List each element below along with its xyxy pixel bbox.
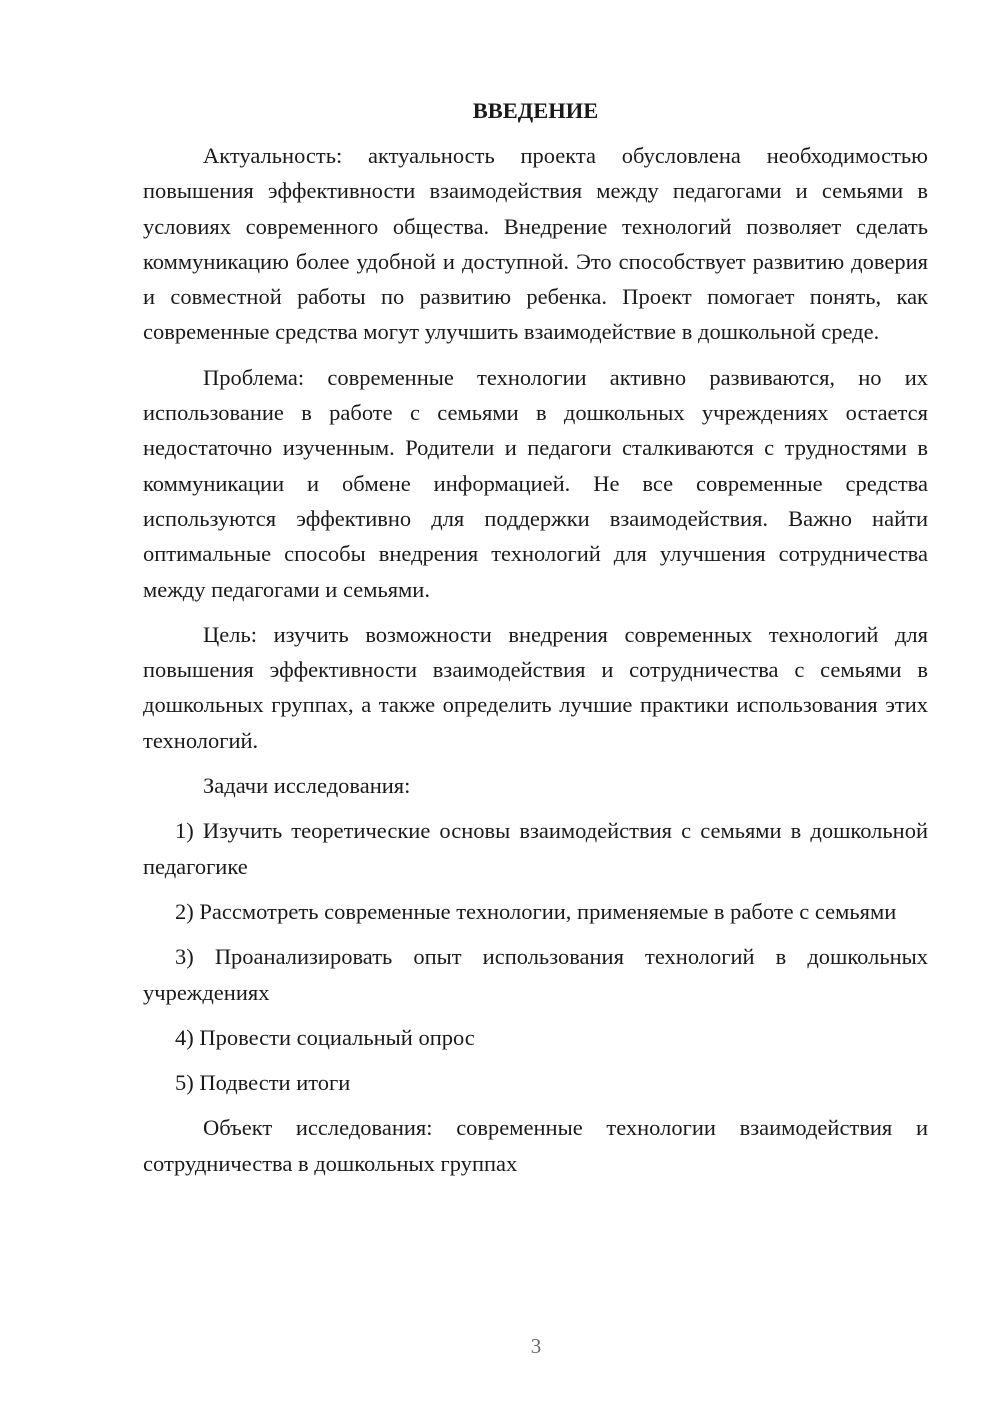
- list-item: 4) Провести социальный опрос: [175, 1024, 475, 1050]
- problem-paragraph: Проблема: современные технологии активно развиваются, но их использование в работе с семьями в дошкольных учреждениях остается недостаточно изученным. Родители и педагоги сталкиваются с трудностями в коммуникации и обмене информацией. Не все современные средства используются эффективно для поддержки взаимодействия. Важно найти оптимальные способы внедрения технологий для улучшения сотрудничества между педагогами и семьями.: [143, 364, 928, 602]
- list-item: 5) Подвести итоги: [175, 1070, 351, 1096]
- tasks-heading: Задачи исследования:: [203, 773, 411, 799]
- relevance-paragraph: Актуальность: актуальность проекта обусловлена необходимостью повышения эффективности взаимодействия между педагогами и семьями в условиях современного общества. Внедрение технологий позволяет сделать коммуникацию более удобной и доступной. Это способствует развитию доверия и совместной работы по развитию ребенка. Проект помогает понять, как современные средства могут улучшить взаимодействие в дошкольной среде.: [143, 143, 928, 345]
- list-item: 1) Изучить теоретические основы взаимодействия с семьями в дошкольной педагогике: [143, 818, 928, 879]
- page-title: ВВЕДЕНИЕ: [472, 98, 599, 123]
- page-content: [143, 96, 928, 1191]
- page-number: 3: [530, 1334, 542, 1358]
- goal-paragraph: Цель: изучить возможности внедрения современных технологий для повышения эффективности взаимодействия и сотрудничества с семьями в дошкольных группах, а также определить лучшие практики использования этих технологий.: [143, 621, 928, 753]
- tasks-list: [143, 813, 928, 1100]
- list-item: 3) Проанализировать опыт использования технологий в дошкольных учреждениях: [143, 944, 928, 1005]
- list-item: 2) Рассмотреть современные технологии, применяемые в работе с семьями: [175, 898, 897, 924]
- object-paragraph: Объект исследования: современные технологии взаимодействия и сотрудничества в дошкольных группах: [143, 1115, 928, 1176]
